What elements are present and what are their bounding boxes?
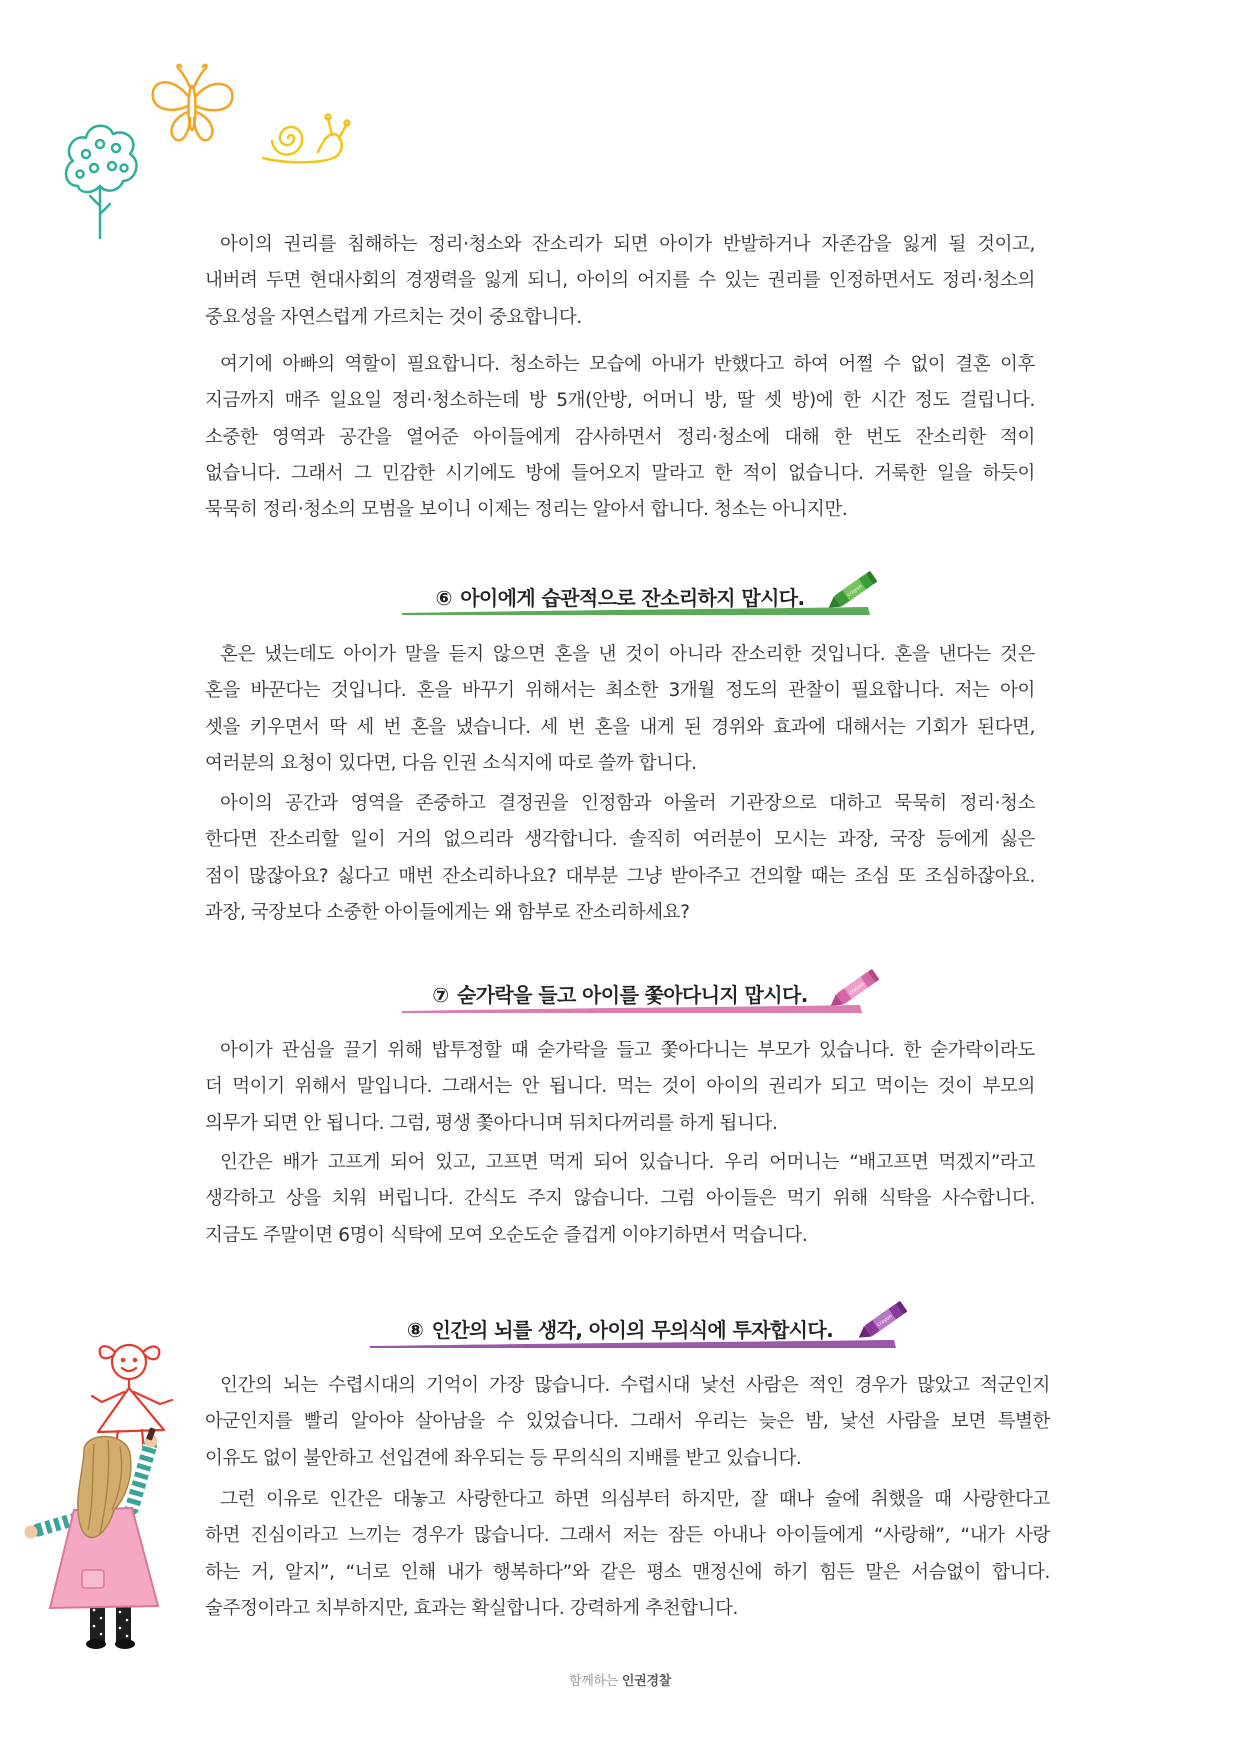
text-line: 그런 이유로 인간은 대놓고 사랑한다고 하면 의심부터 하지만, 잘 때나 술에 취했을 때 사랑한다고 — [220, 1489, 1050, 1510]
crayon-label: crayon — [876, 1313, 894, 1329]
footer-title: 인권경찰 — [621, 1674, 671, 1689]
body-paragraph — [205, 1033, 1035, 1142]
crayon-icon — [848, 1294, 918, 1346]
text-line: 인간의 뇌는 수렵시대의 기억이 가장 많습니다. 수렵시대 낯선 사람은 적인 경우가 많았고 적군인지 — [220, 1375, 1050, 1396]
body-paragraph — [205, 227, 1035, 336]
text-line: 묵묵히 정리·청소의 모범을 보이니 이제는 정리는 알아서 합니다. 청소는 아니지만. — [205, 499, 848, 521]
text-line: 인간은 배가 고프게 되어 있고, 고프면 먹게 되어 있습니다. 우리 어머니는 “배고프면 먹겠지”라고 — [220, 1152, 1035, 1173]
text-line: 내버려 두면 현대사회의 경쟁력을 잃게 되니, 아이의 어지를 수 있는 권리를 인정하면서도 정리·청소의 — [205, 270, 1035, 292]
snail-icon — [255, 106, 355, 170]
text-line: 더 먹이기 위해서 말입니다. 그래서는 안 됩니다. 먹는 것이 아이의 권리가 되고 먹이는 것이 부모의 — [205, 1076, 1035, 1098]
footer-prefix: 함께하는 — [569, 1674, 619, 1689]
heading-text: 아이에게 습관적으로 잔소리하지 맙시다. — [460, 586, 805, 610]
text-line: 소중한 영역과 공간을 열어준 아이들에게 감사하면서 정리·청소에 대해 한 번도 잔소리한 적이 — [205, 426, 1035, 448]
body-paragraph — [205, 1145, 1035, 1254]
heading-number: ⑥ — [435, 586, 452, 610]
section-heading — [205, 981, 1035, 1009]
body-paragraph — [205, 637, 1035, 782]
text-line: 셋을 키우면서 딱 세 번 혼을 냈습니다. 세 번 혼을 내게 된 경위와 효과에 대해서는 기회가 된다면, — [205, 716, 1035, 738]
text-line: 지금까지 매주 일요일 정리·청소하는데 방 5개(안방, 어머니 방, 딸 셋 방)에 한 시간 정도 걸립니다. — [205, 390, 1035, 412]
crayon-icon — [818, 564, 888, 616]
text-line: 한다면 잔소리할 일이 거의 없으리라 생각합니다. 솔직히 여러분이 모시는 과장, 국장 등에게 싫은 — [205, 829, 1035, 851]
crayon-label: crayon — [846, 583, 864, 599]
heading-text: 숟가락을 들고 아이를 쫓아다니지 맙시다. — [457, 983, 808, 1007]
text-line: 아이가 관심을 끌기 위해 밥투정할 때 숟가락을 들고 쫓아다니는 부모가 있습니다. 한 숟가락이라도 — [220, 1040, 1035, 1061]
heading-text: 인간의 뇌를 생각, 아이의 무의식에 투자합시다. — [431, 1318, 834, 1342]
heading-number: ⑦ — [432, 983, 449, 1007]
text-line: 없습니다. 그래서 그 민감한 시기에도 방에 들어오지 말라고 한 적이 없습니다. 거룩한 일을 하듯이 — [205, 462, 1035, 484]
text-line: 여기에 아빠의 역할이 필요합니다. 청소하는 모습에 아내가 반했다고 하여 어쩔 수 없이 결혼 이후 — [220, 354, 1035, 375]
text-line: 점이 많잖아요? 싫다고 매번 잔소리하나요? 대부분 그냥 받아주고 건의할 때는 조심 또 조심하잖아요. — [205, 865, 1035, 887]
text-line: 아이의 공간과 영역을 존중하고 결정권을 인정함과 아울러 기관장으로 대하고 묵묵히 정리·청소 — [220, 793, 1035, 814]
text-line: 여러분의 요청이 있다면, 다음 인권 소식지에 따로 쓸까 합니다. — [205, 752, 697, 774]
text-line: 술주정이라고 치부하지만, 효과는 확실합니다. 강력하게 추천합니다. — [205, 1597, 739, 1619]
girl-drawing-illustration — [22, 1430, 182, 1652]
crayon-label: crayon — [848, 981, 866, 997]
section-heading — [205, 584, 1035, 612]
text-line: 혼을 바꾼다는 것입니다. 혼을 바꾸기 위해서는 최소한 3개월 정도의 관찰이 필요합니다. 저는 아이 — [205, 680, 1035, 702]
text-line: 의무가 되면 안 됩니다. 그럼, 평생 쫓아다니며 뒤치다꺼리를 하게 됩니다. — [205, 1112, 778, 1134]
text-line: 혼은 냈는데도 아이가 말을 듣지 않으면 혼을 낸 것이 아니라 잔소리한 것입니다. 혼을 낸다는 것은 — [220, 644, 1035, 665]
text-line: 아군인지를 빨리 알아야 살아남을 수 있었습니다. 그래서 우리는 늦은 밤, 낯선 사람을 보면 특별한 — [205, 1411, 1050, 1433]
text-line: 지금도 주말이면 6명이 식탁에 모여 오순도순 즐겁게 이야기하면서 먹습니다. — [205, 1224, 808, 1246]
text-line: 하면 진심이라고 느끼는 경우가 많습니다. 그래서 저는 잠든 아내나 아이들에게 “사랑해”, “내가 사랑 — [205, 1525, 1050, 1547]
body-paragraph — [205, 347, 1035, 528]
text-line: 하는 거, 알지”, “너로 인해 내가 행복하다”와 같은 평소 맨정신에 하기 힘든 말은 서슴없이 합니다. — [205, 1561, 1050, 1583]
body-paragraph — [205, 1368, 1050, 1477]
page-footer — [0, 1670, 1240, 1689]
text-line: 아이의 권리를 침해하는 정리·청소와 잔소리가 되면 아이가 반발하거나 자존감을 잃게 될 것이고, — [220, 234, 1035, 255]
text-line: 과장, 국장보다 소중한 아이들에게는 왜 함부로 잔소리하세요? — [205, 901, 690, 923]
crayon-icon — [820, 962, 890, 1014]
body-paragraph — [205, 786, 1035, 931]
heading-number: ⑧ — [406, 1318, 424, 1342]
butterfly-icon — [146, 60, 240, 154]
body-paragraph — [205, 1482, 1050, 1627]
text-line: 이유도 없이 불안하고 선입견에 좌우되는 등 무의식의 지배를 받고 있습니다. — [205, 1447, 802, 1469]
text-line: 중요성을 자연스럽게 가르치는 것이 중요합니다. — [205, 306, 582, 328]
text-line: 생각하고 상을 치워 버립니다. 간식도 주지 않습니다. 그럼 아이들은 먹기 위해 식탁을 사수합니다. — [205, 1188, 1035, 1210]
tree-icon — [58, 116, 148, 241]
